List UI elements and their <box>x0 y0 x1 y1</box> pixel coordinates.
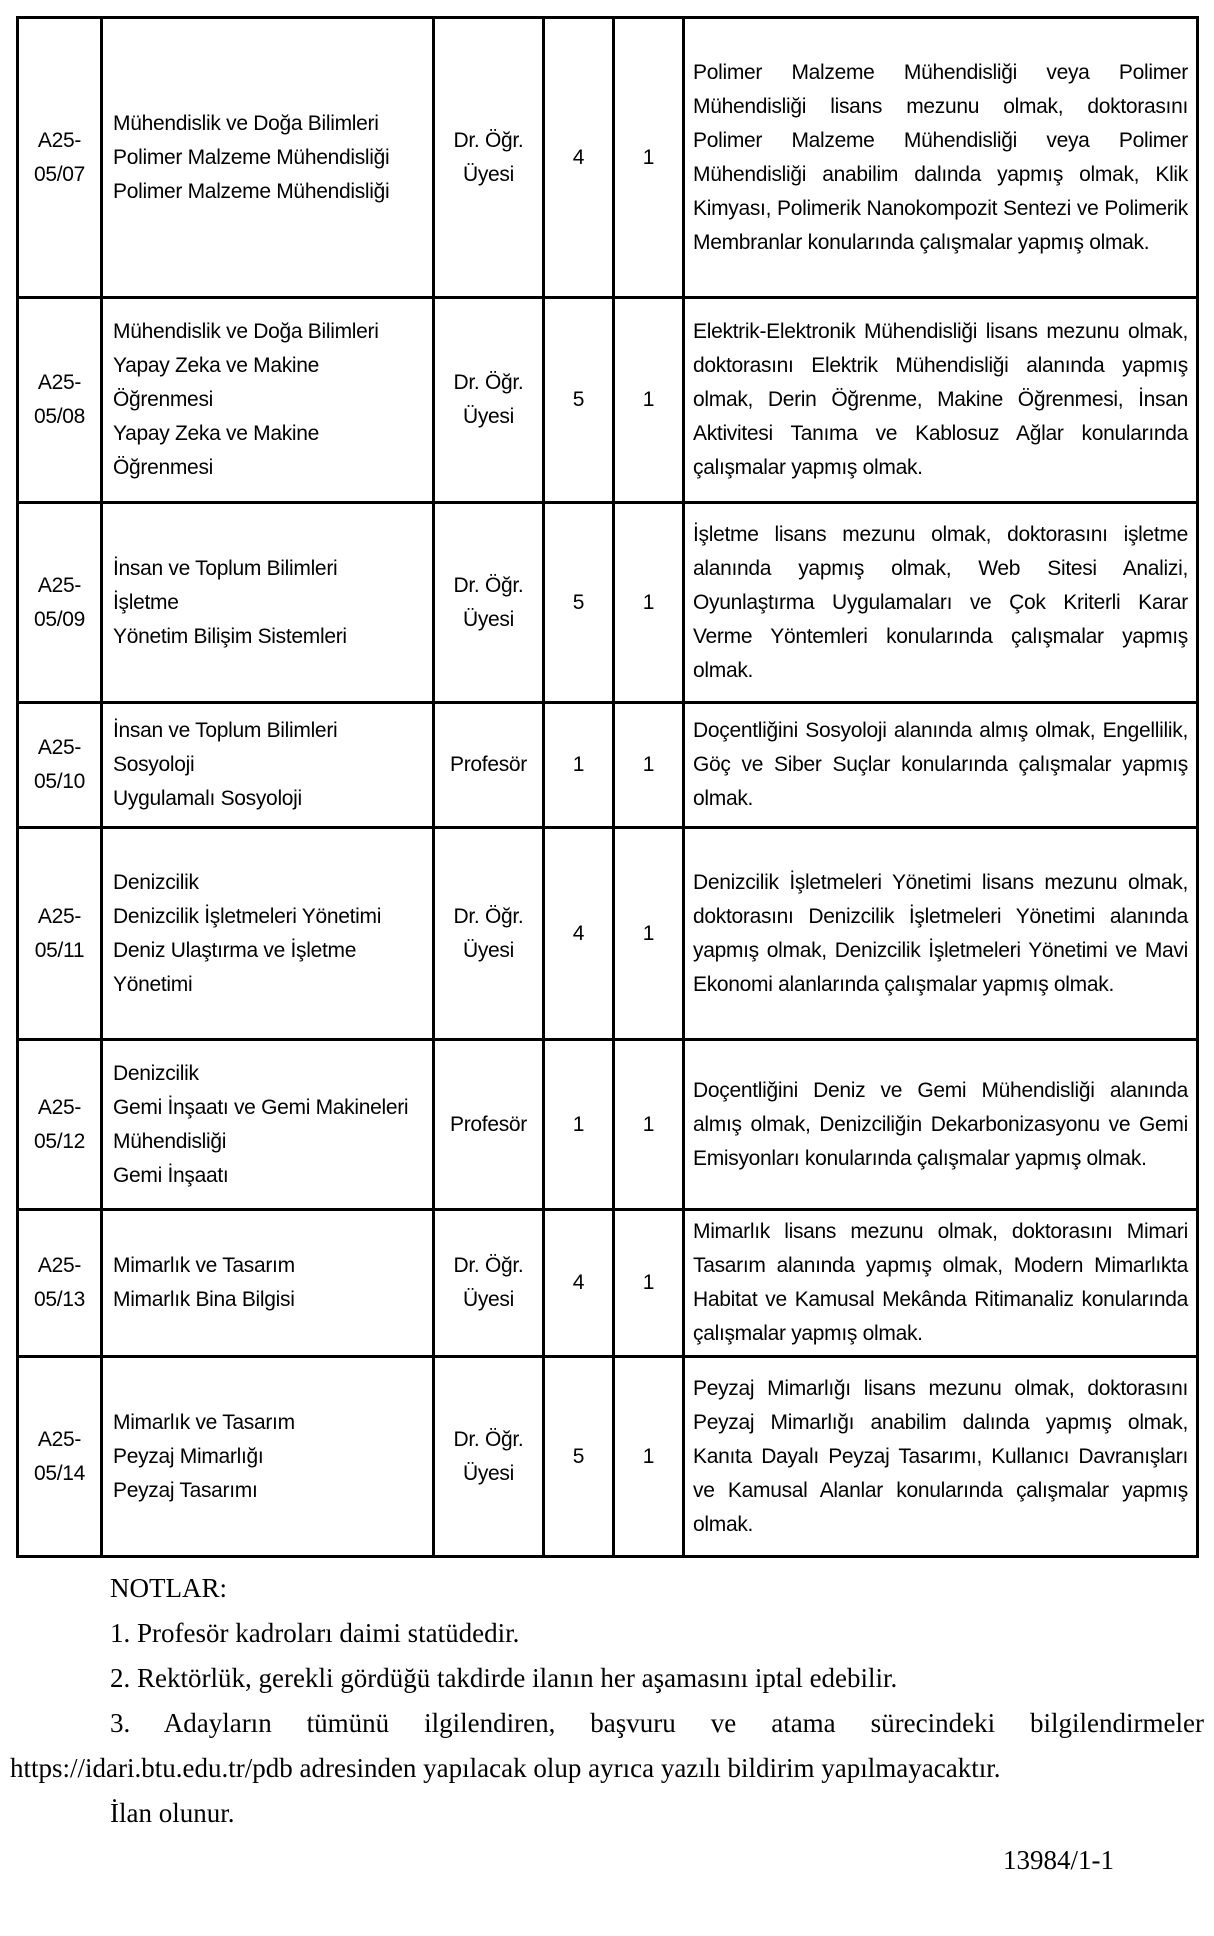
unit-line: Uygulamalı Sosyoloji <box>113 787 302 810</box>
unit-cell <box>102 828 434 1040</box>
unit-line: Mühendislik ve Doğa Bilimleri <box>113 320 379 343</box>
unit-cell <box>102 298 434 503</box>
count-cell-1: 4 <box>544 828 614 1040</box>
position-code-cell <box>18 1040 102 1210</box>
unit-line: Öğrenmesi <box>113 388 214 411</box>
academic-title-cell: Dr. Öğr. Üyesi <box>434 503 544 703</box>
academic-title-cell: Dr. Öğr. Üyesi <box>434 828 544 1040</box>
position-code-cell <box>18 703 102 828</box>
unit-line: Polimer Malzeme Mühendisliği <box>113 179 390 203</box>
count-cell-2: 1 <box>614 828 684 1040</box>
count-cell-1: 4 <box>544 1210 614 1357</box>
position-row <box>18 1040 1198 1210</box>
unit-cell <box>102 1357 434 1557</box>
unit-cell <box>102 703 434 828</box>
unit-line: İşletme <box>113 590 179 614</box>
unit-line: Gemi İnşaatı <box>113 1163 229 1187</box>
position-code-line: 05/13 <box>33 1288 86 1311</box>
requirements-cell: İşletme lisans mezunu olmak, doktorasını işletme alanında yapmış olmak, Web Sitesi Analizi, Oyunlaştırma Uygulamaları ve Çok Kriterli Karar Verme Yöntemleri konularında çalışmalar yapmış olmak. <box>684 503 1198 703</box>
position-code-line: 05/12 <box>33 1129 86 1153</box>
note-item-3 <box>10 1701 1204 1791</box>
count-cell-1: 1 <box>544 703 614 828</box>
count-cell-1: 5 <box>544 298 614 503</box>
unit-line: Mimarlık ve Tasarım <box>113 1410 295 1434</box>
requirements-cell: Denizcilik İşletmeleri Yönetimi lisans mezunu olmak, doktorasını Denizcilik İşletmeleri Yönetimi alanında yapmış olmak, Denizcilik İşletmeleri Yönetimi ve Mavi Ekonomi alanlarında çalışmalar yapmış olmak. <box>684 828 1198 1040</box>
count-cell-2: 1 <box>614 298 684 503</box>
academic-title-cell: Profesör <box>434 703 544 828</box>
unit-line: Yapay Zeka ve Makine <box>113 422 320 445</box>
requirements-cell: Elektrik-Elektronik Mühendisliği lisans mezunu olmak, doktorasını Elektrik Mühendisliği alanında yapmış olmak, Derin Öğrenme, Makine Öğrenmesi, İnsan Aktivitesi Tanıma ve Kablosuz Ağlar konularında çalışmalar yapmış olmak. <box>684 298 1198 503</box>
requirements-cell: Peyzaj Mimarlığı lisans mezunu olmak, doktorasını Peyzaj Mimarlığı anabilim dalında yapmış olmak, Kanıta Dayalı Peyzaj Tasarımı, Kullanıcı Davranışları ve Kamusal Alanlar konularında çalışmalar yapmış olmak. <box>684 1357 1198 1557</box>
unit-line: Peyzaj Tasarımı <box>113 1478 258 1502</box>
position-code-line: A25- <box>37 128 82 152</box>
count-cell-1: 5 <box>544 1357 614 1557</box>
position-code-cell <box>18 1210 102 1357</box>
unit-line: Mimarlık Bina Bilgisi <box>113 1288 295 1311</box>
academic-title-cell: Profesör <box>434 1040 544 1210</box>
unit-line: Mimarlık ve Tasarım <box>113 1254 295 1277</box>
document-link[interactable]: https://idari.btu.edu.tr/pdb <box>10 1753 293 1783</box>
position-code-line: A25- <box>37 1254 82 1277</box>
count-cell-2: 1 <box>614 703 684 828</box>
position-code-line: A25- <box>37 1427 82 1451</box>
note-3-text-after: adresinden yapılacak olup ayrıca yazılı bildirim yapılmayacaktır. <box>292 1753 1001 1783</box>
note-item-2: 2. Rektörlük, gerekli gördüğü takdirde ilanın her aşamasını iptal edebilir. <box>110 1663 898 1693</box>
count-cell-2: 1 <box>614 1040 684 1210</box>
unit-line: Yönetimi <box>113 972 193 996</box>
unit-line: Denizcilik <box>113 1061 199 1085</box>
unit-line: Deniz Ulaştırma ve İşletme <box>113 938 357 962</box>
announcement-document <box>0 16 1214 1936</box>
position-code-line: 05/10 <box>33 770 86 793</box>
position-row <box>18 828 1198 1040</box>
academic-title-cell: Dr. Öğr. Üyesi <box>434 1357 544 1557</box>
position-code-cell <box>18 1357 102 1557</box>
position-code-cell <box>18 18 102 298</box>
count-cell-2: 1 <box>614 503 684 703</box>
notes-heading: NOTLAR: <box>110 1573 227 1603</box>
unit-cell <box>102 503 434 703</box>
position-code-line: A25- <box>37 1095 82 1119</box>
position-row <box>18 18 1198 298</box>
count-cell-2: 1 <box>614 1210 684 1357</box>
count-cell-2: 1 <box>614 1357 684 1557</box>
count-cell-2: 1 <box>614 18 684 298</box>
unit-line: Polimer Malzeme Mühendisliği <box>113 145 390 169</box>
position-code-line: 05/11 <box>34 938 85 962</box>
unit-line: Yapay Zeka ve Makine <box>113 354 320 377</box>
positions-table <box>16 16 1199 1558</box>
academic-title-cell: Dr. Öğr. Üyesi <box>434 298 544 503</box>
requirements-cell: Mimarlık lisans mezunu olmak, doktorasını Mimari Tasarım alanında yapmış olmak, Modern Mimarlıkta Habitat ve Kamusal Mekânda Ritimanaliz konularında çalışmalar yapmış olmak. <box>684 1210 1198 1357</box>
unit-line: Denizcilik İşletmeleri Yönetimi <box>113 904 382 928</box>
position-code-line: 05/07 <box>33 162 86 186</box>
position-code-line: A25- <box>37 371 82 394</box>
position-row <box>18 1210 1198 1357</box>
unit-line: Sosyoloji <box>113 753 195 776</box>
requirements-cell: Doçentliğini Deniz ve Gemi Mühendisliği alanında almış olmak, Denizciliğin Dekarbonizasyonu ve Gemi Emisyonları konularında çalışmalar yapmış olmak. <box>684 1040 1198 1210</box>
unit-line: İnsan ve Toplum Bilimleri <box>113 556 338 580</box>
requirements-cell: Polimer Malzeme Mühendisliği veya Polimer Mühendisliği lisans mezunu olmak, doktorasını Polimer Malzeme Mühendisliği veya Polimer Mühendisliği anabilim dalında yapmış olmak, Klik Kimyası, Polimerik Nanokompozit Sentezi ve Polimerik Membranlar konularında çalışmalar yapmış olmak. <box>684 18 1198 298</box>
unit-cell <box>102 18 434 298</box>
position-code-line: 05/09 <box>33 607 86 631</box>
position-row <box>18 503 1198 703</box>
unit-line: Mühendisliği <box>113 1129 227 1153</box>
position-code-line: 05/08 <box>33 405 86 428</box>
position-row <box>18 703 1198 828</box>
academic-title-cell: Dr. Öğr. Üyesi <box>434 1210 544 1357</box>
unit-cell <box>102 1040 434 1210</box>
position-code-cell <box>18 828 102 1040</box>
unit-line: İnsan ve Toplum Bilimleri <box>113 719 338 742</box>
note-item-1: 1. Profesör kadroları daimi statüdedir. <box>110 1618 520 1648</box>
unit-cell <box>102 1210 434 1357</box>
position-code-cell <box>18 298 102 503</box>
unit-line: Öğrenmesi <box>113 456 214 479</box>
count-cell-1: 5 <box>544 503 614 703</box>
requirements-cell: Doçentliğini Sosyoloji alanında almış olmak, Engellilik, Göç ve Siber Suçlar konularında çalışmalar yapmış olmak. <box>684 703 1198 828</box>
position-row <box>18 1357 1198 1557</box>
position-code-line: A25- <box>37 573 82 597</box>
position-code-cell <box>18 503 102 703</box>
unit-line: Denizcilik <box>113 870 199 894</box>
unit-line: Peyzaj Mimarlığı <box>113 1444 264 1468</box>
position-code-line: 05/14 <box>33 1461 86 1485</box>
academic-title-cell: Dr. Öğr. Üyesi <box>434 18 544 298</box>
position-code-line: A25- <box>37 736 82 759</box>
positions-table-body <box>18 18 1198 1557</box>
unit-line: Yönetim Bilişim Sistemleri <box>113 624 347 648</box>
count-cell-1: 4 <box>544 18 614 298</box>
notes-section <box>10 1566 1204 1836</box>
position-row <box>18 298 1198 503</box>
closing-statement: İlan olunur. <box>110 1798 235 1828</box>
reference-number: 13984/1-1 <box>1003 1845 1114 1875</box>
note-3-text-before: 3. Adayların tümünü ilgilendiren, başvuru ve atama sürecindeki bilgilendirmeler <box>110 1708 1204 1738</box>
unit-line: Gemi İnşaatı ve Gemi Makineleri <box>113 1095 409 1119</box>
unit-line: Mühendislik ve Doğa Bilimleri <box>113 111 379 135</box>
position-code-line: A25- <box>37 904 82 928</box>
count-cell-1: 1 <box>544 1040 614 1210</box>
